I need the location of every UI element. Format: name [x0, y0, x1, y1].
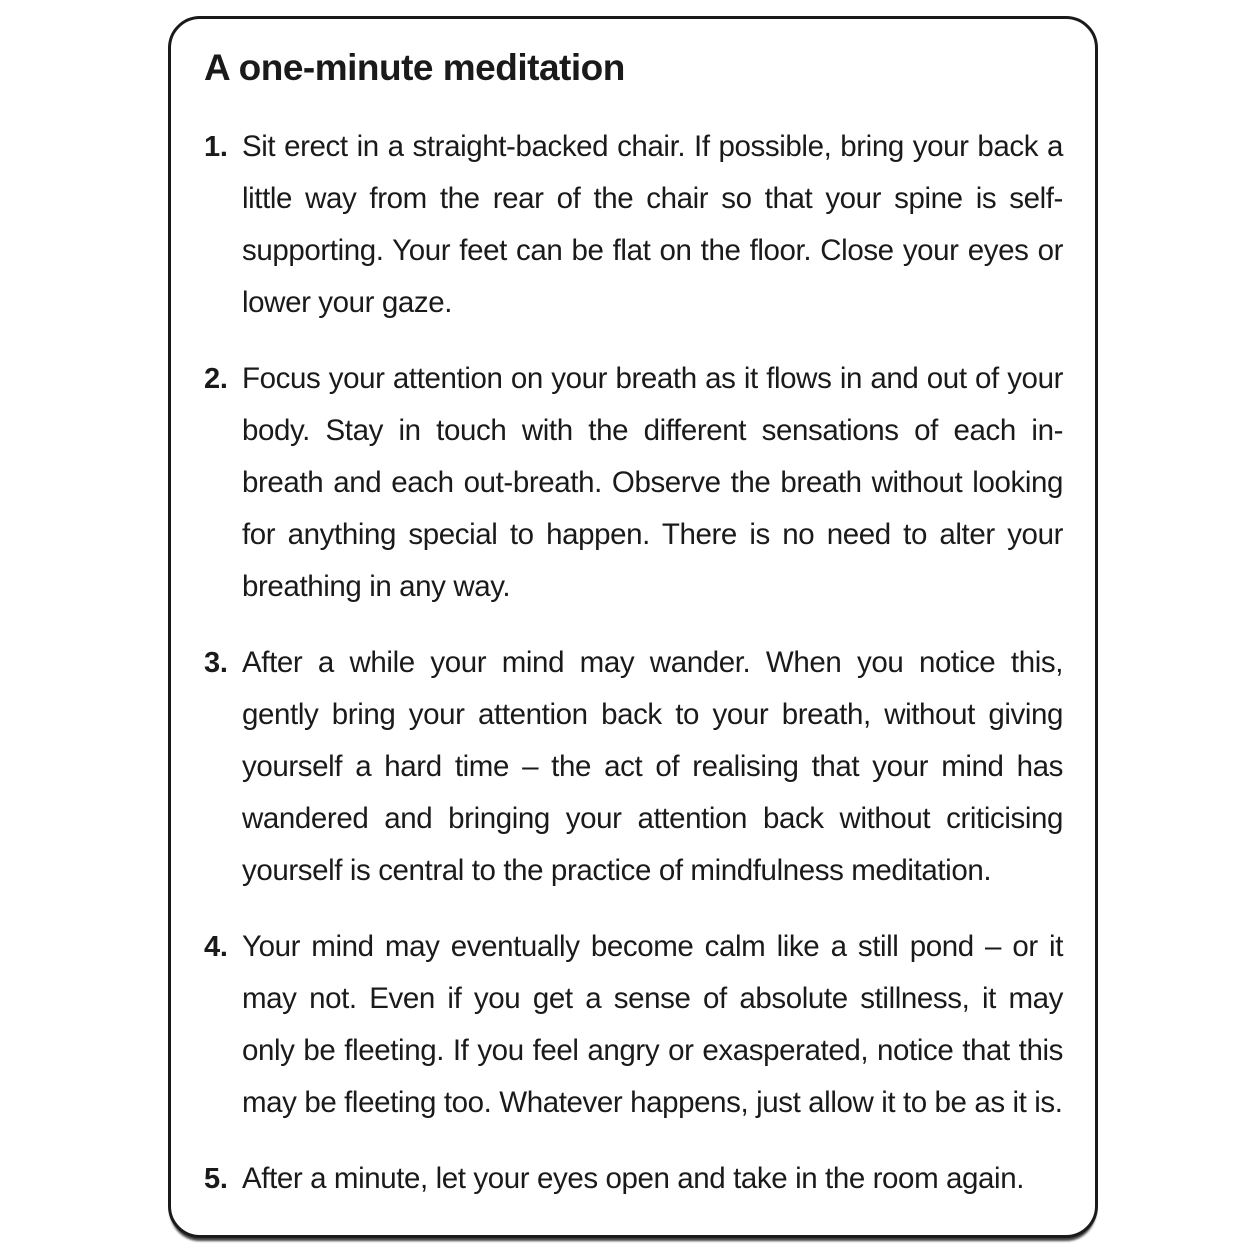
list-item: [204, 637, 1063, 897]
meditation-exercise-box: [168, 16, 1098, 1238]
list-item: [204, 353, 1063, 613]
list-item: [204, 121, 1063, 329]
page-title: A one-minute meditation: [204, 47, 625, 88]
item-text: Focus your attention on your breath as it flows in and out of your body. Stay in touch with the different sensations of each in-breath and each out-breath. Observe the breath without looking for anything special to happen. There is no need to alter your breathing in any way.: [242, 362, 1063, 603]
list-item: [204, 1153, 1063, 1205]
item-text: Sit erect in a straight-backed chair. If possible, bring your back a little way from the rear of the chair so that your spine is self-supporting. Your feet can be flat on the floor. Close your eyes or lower your gaze.: [242, 130, 1063, 319]
item-text: After a while your mind may wander. When you notice this, gently bring your attention back to your breath, without giving yourself a hard time – the act of realising that your mind has wandered and bringing your attention back without criticising yourself is central to the practice of mindfulness meditation.: [242, 646, 1063, 887]
item-number: 2.: [204, 363, 228, 395]
item-text: After a minute, let your eyes open and take in the room again.: [242, 1162, 1025, 1195]
item-number: 3.: [204, 647, 228, 679]
item-number: 1.: [204, 131, 228, 163]
list-item: [204, 921, 1063, 1129]
item-number: 5.: [204, 1163, 228, 1195]
item-text: Your mind may eventually become calm like a still pond – or it may not. Even if you get a sense of absolute stillness, it may only be fleeting. If you feel angry or exasperated, notice that this may be fleeting too. Whatever happens, just allow it to be as it is.: [242, 930, 1063, 1119]
meditation-steps-list: [204, 121, 1063, 1205]
item-number: 4.: [204, 931, 228, 963]
